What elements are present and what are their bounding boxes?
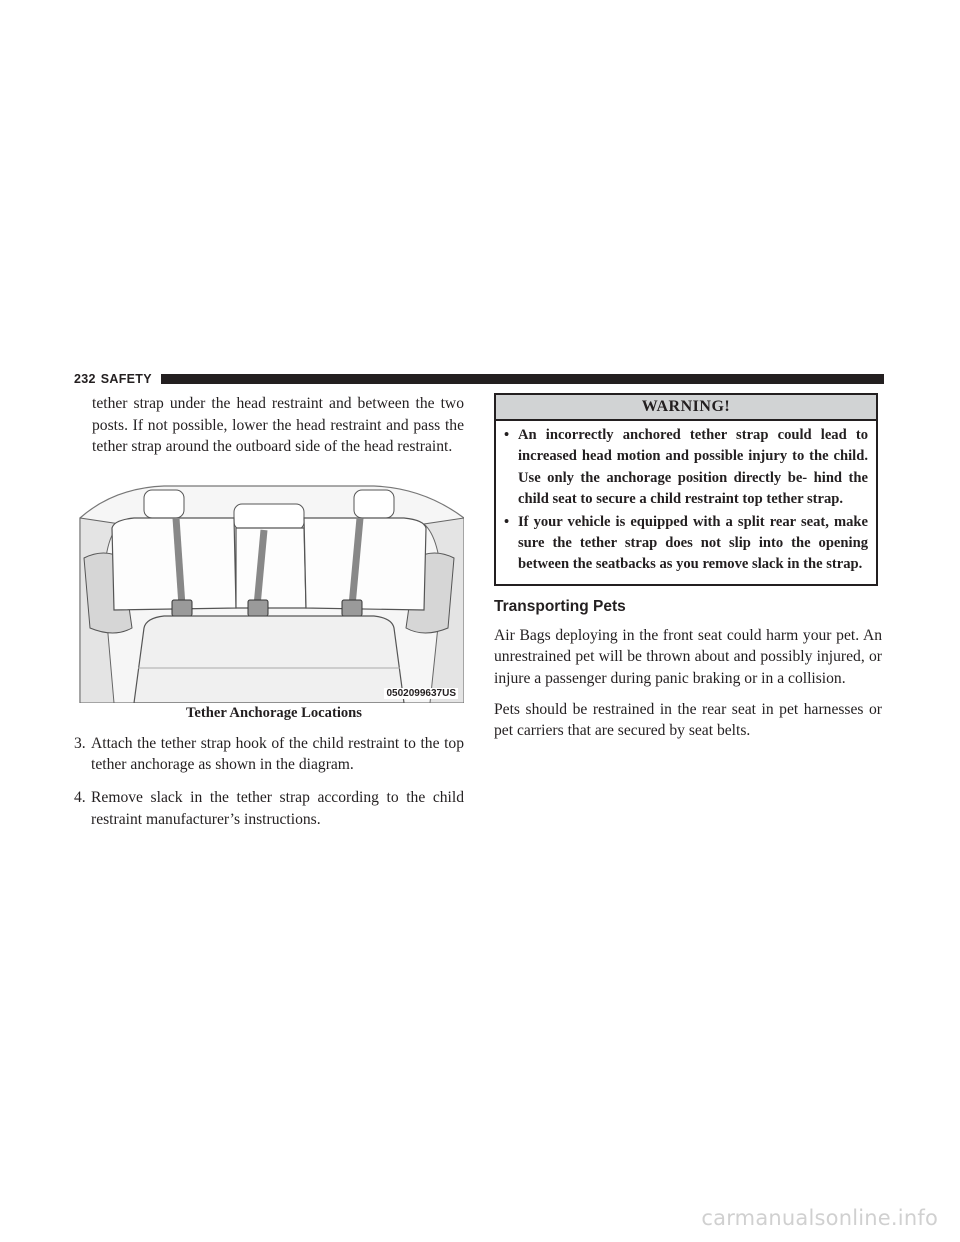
section-paragraph: Air Bags deploying in the front seat could harm your pet. An unrestrained pet will be thrown about and possibly injured, or injure a passenger during panic braking or in a collision. — [494, 626, 882, 688]
figure-caption: Tether Anchorage Locations — [186, 704, 362, 721]
section-label: SAFETY — [100, 372, 152, 386]
warning-box — [494, 393, 878, 586]
step-number: 3. — [74, 734, 86, 752]
right-column — [494, 393, 882, 751]
warning-bullet — [504, 425, 868, 511]
intro-paragraph: tether strap under the head restraint and between the two posts. If not possible, lower the head restraint and pass the tether strap around the outboard side of the head restraint. — [92, 395, 464, 456]
cargo-area-illustration — [74, 478, 464, 703]
section-paragraph: Pets should be restrained in the rear seat in pet harnesses or pet carriers that are secured by seat belts. — [494, 700, 882, 740]
warning-title: WARNING! — [496, 395, 876, 421]
page-header — [74, 372, 884, 386]
warning-body — [496, 421, 876, 584]
left-column — [74, 393, 464, 841]
bullet-icon: • — [504, 513, 510, 530]
step-text: Attach the tether strap hook of the child restraint to the top tether anchorage as shown in the diagram. — [91, 734, 464, 774]
header-rule — [161, 374, 884, 384]
figure-code: 0502099637US — [386, 687, 456, 699]
step-text: Remove slack in the tether strap according to the child restraint manufacturer’s instructions. — [91, 788, 464, 828]
watermark: carmanualsonline.info — [701, 1206, 938, 1230]
warning-bullet-text: An incorrectly anchored tether strap could lead to increased head motion and possible injury to the child. Use only the anchorage position directly be- hind the child seat to secure a child restraint top tether strap. — [518, 427, 868, 508]
bullet-icon: • — [504, 427, 510, 443]
step-number: 4. — [74, 788, 86, 806]
section-heading: Transporting Pets — [494, 597, 626, 615]
page-number: 232 — [74, 372, 96, 386]
step-3 — [74, 733, 464, 776]
step-4 — [74, 787, 464, 830]
warning-bullet-text: If your vehicle is equipped with a split rear seat, make sure the tether strap does not slip into the opening between the seatbacks as you remove slack in the strap. — [518, 513, 868, 573]
warning-bullet — [504, 512, 868, 576]
tether-anchorage-figure — [74, 478, 464, 703]
